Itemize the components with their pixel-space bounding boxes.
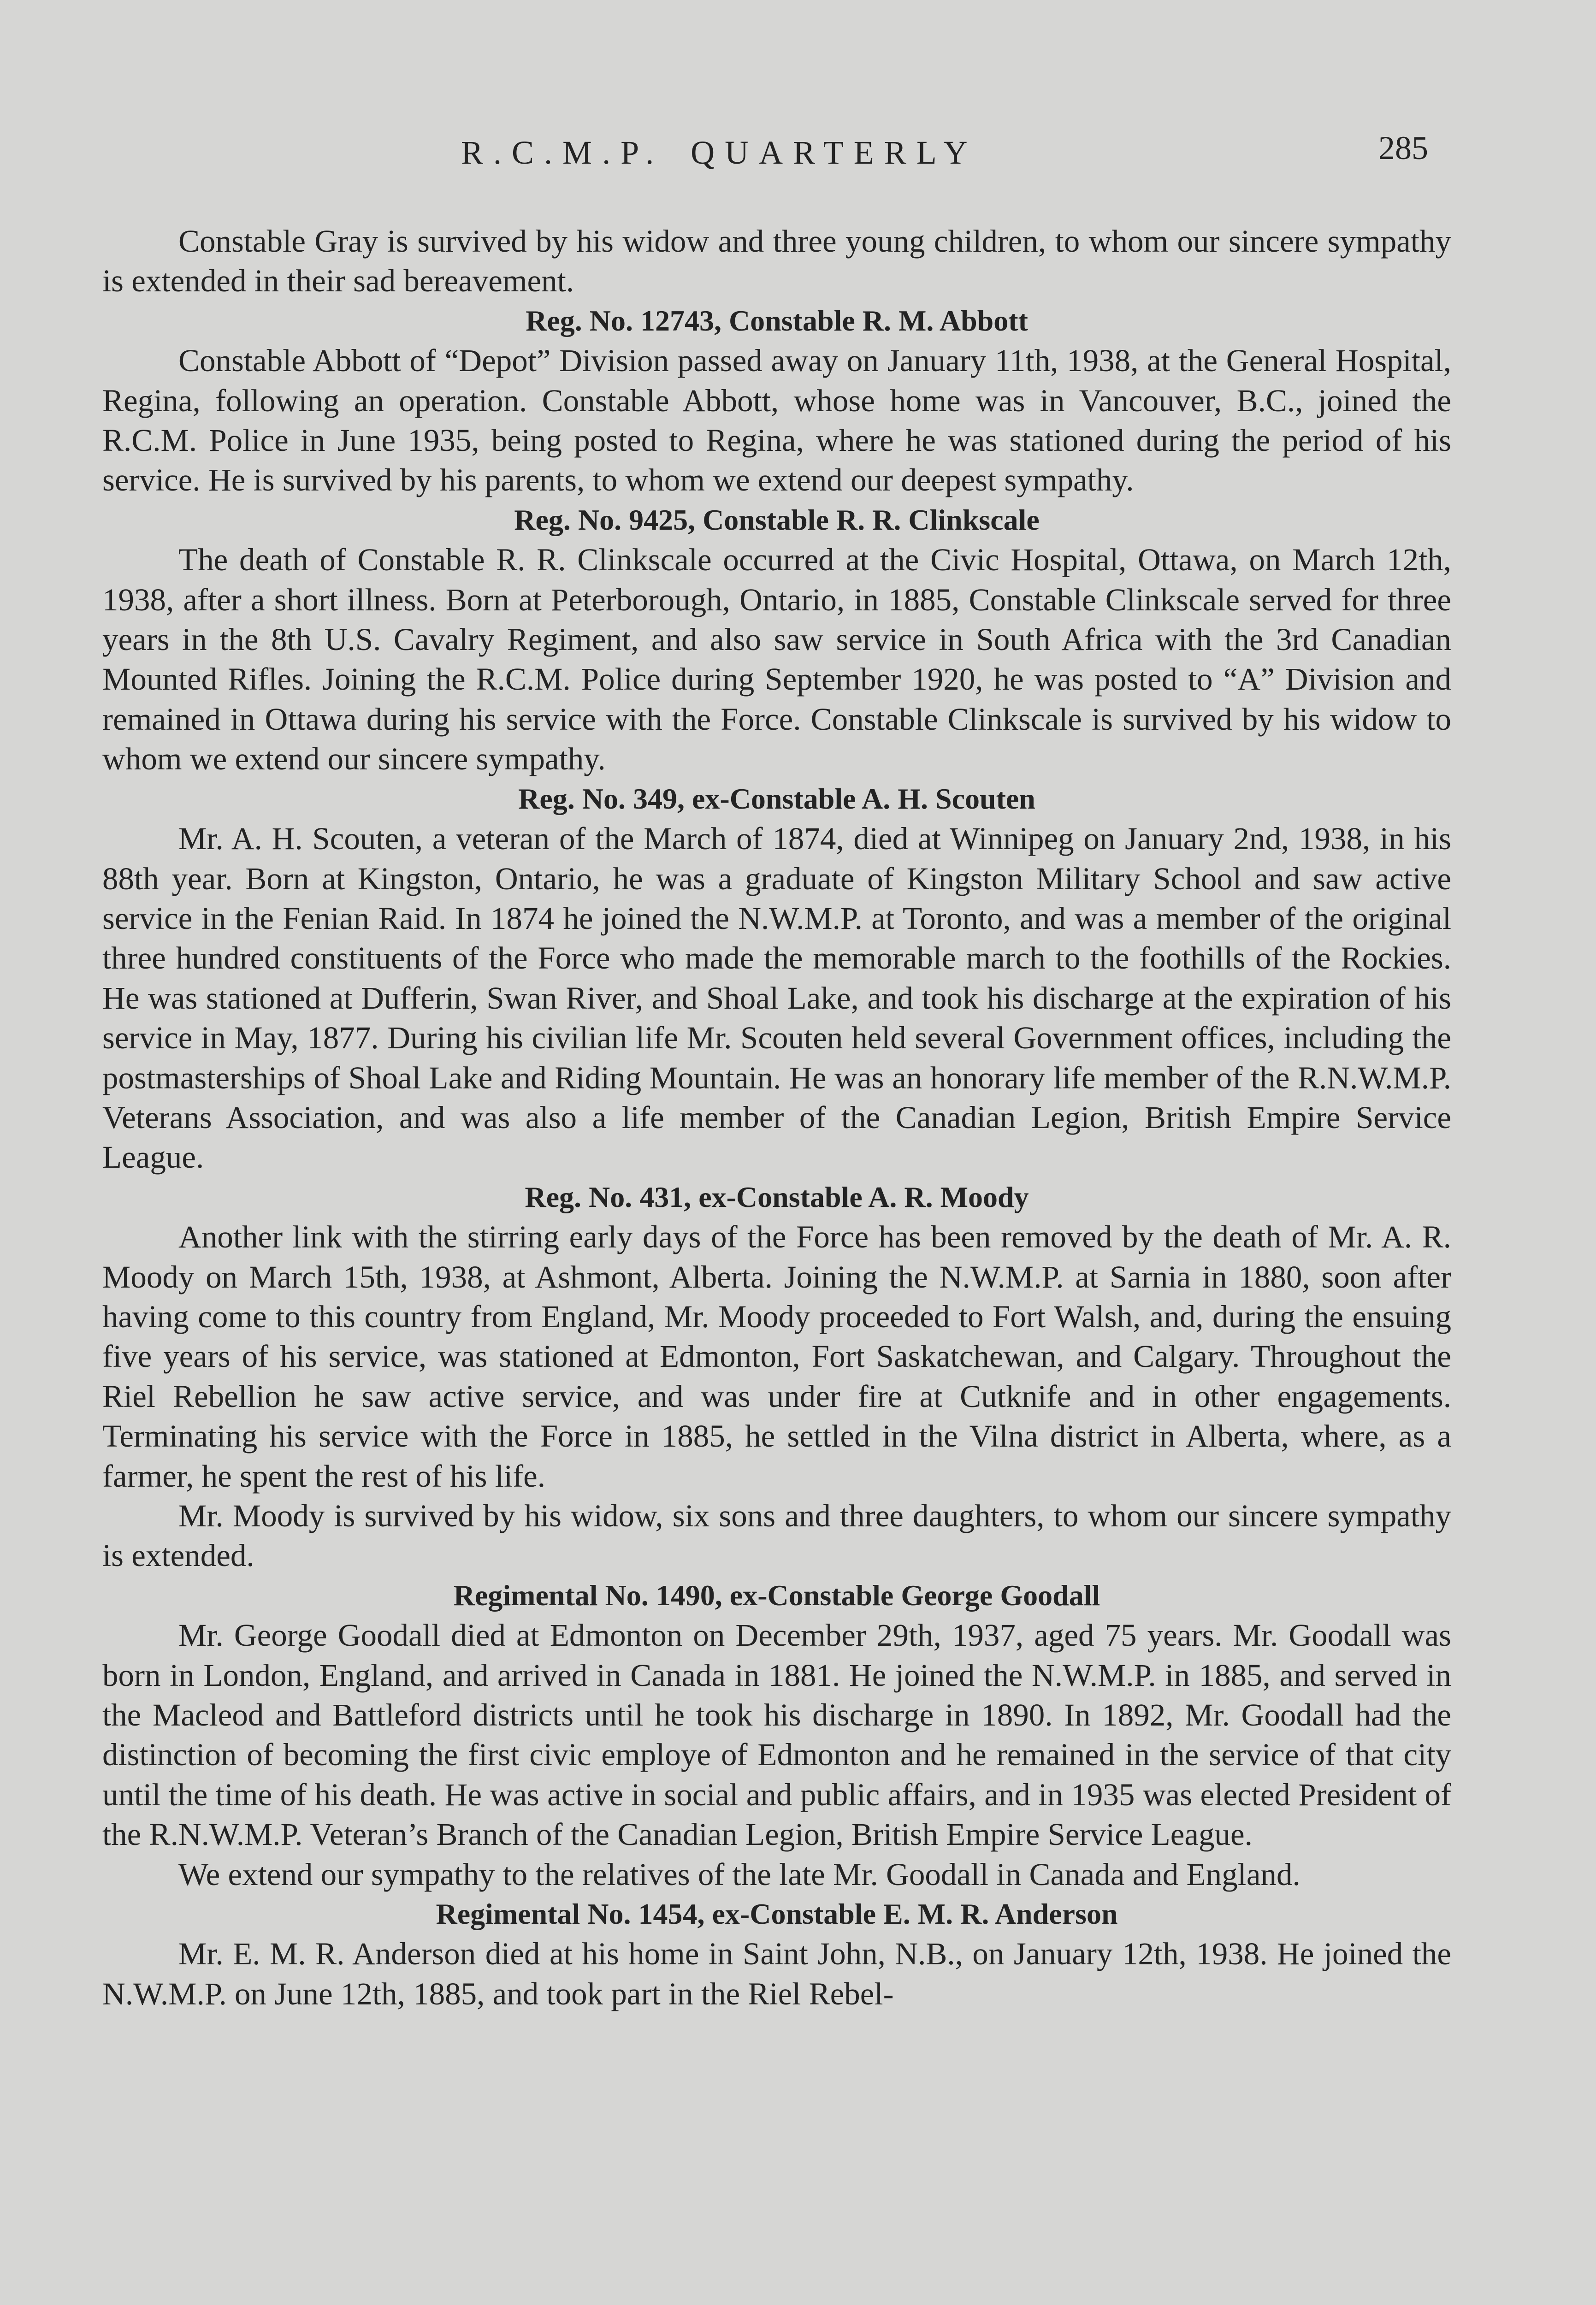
obituary-heading-moody: Reg. No. 431, ex-Constable A. R. Moody: [525, 1180, 1029, 1213]
obituary-paragraph-abbott: Constable Abbott of “Depot” Division passed away on January 11th, 1938, at the General Hospital, Regina, following an operation. Constable Abbott, whose home was in Vancouver, B.C., joined the R.C.M. Police in June 1935, being posted to Regina, where he was stationed during the period of his service. He is survived by his parents, to whom we extend our deepest sympathy.: [102, 343, 1451, 498]
obituary-paragraph-clinkscale: The death of Constable R. R. Clinkscale occurred at the Civic Hospital, Ottawa, on March 12th, 1938, after a short illness. Born at Peterborough, Ontario, in 1885, Constable Clinkscale served for three years in the 8th U.S. Cavalry Regiment, and also saw service in South Africa with the 3rd Canadian Mounted Rifles. Joining the R.C.M. Police during September 1920, he was posted to “A” Division and remained in Ottawa during his service with the Force. Constable Clinkscale is survived by his widow to whom we extend our sincere sympathy.: [102, 542, 1451, 777]
obituary-paragraph-goodall-2: We extend our sympathy to the relatives of the late Mr. Goodall in Canada and England.: [178, 1856, 1300, 1892]
obituary-paragraph-goodall-1: Mr. George Goodall died at Edmonton on December 29th, 1937, aged 75 years. Mr. Goodall was born in London, England, and arrived in Canada in 1881. He joined the N.W.M.P. in 1885, and served in the Macleod and Battleford districts until he took his discharge in 1890. In 1892, Mr. Goodall had the distinction of becoming the first civic employe of Edmonton and he remained in the service of that city until the time of his death. He was active in social and public affairs, and in 1935 was elected President of the R.N.W.M.P. Veteran’s Branch of the Canadian Legion, British Empire Service League.: [102, 1618, 1451, 1852]
obituary-heading-abbott: Reg. No. 12743, Constable R. M. Abbott: [526, 304, 1028, 337]
obituary-paragraph-moody-2: Mr. Moody is survived by his widow, six sons and three daughters, to whom our sincere sympathy is extended.: [102, 1498, 1451, 1573]
obituary-paragraph-anderson: Mr. E. M. R. Anderson died at his home in Saint John, N.B., on January 12th, 1938. He joined the N.W.M.P. on June 12th, 1885, and took part in the Riel Rebel-: [102, 1936, 1451, 2011]
obituary-paragraph-scouten: Mr. A. H. Scouten, a veteran of the March of 1874, died at Winnipeg on January 2nd, 1938, in his 88th year. Born at Kingston, Ontario, he was a graduate of Kingston Military School and saw active service in the Fenian Raid. In 1874 he joined the N.W.M.P. at Toronto, and was a member of the original three hundred constituents of the Force who made the memorable march to the foothills of the Rockies. He was stationed at Dufferin, Swan River, and Shoal Lake, and took his discharge at the expiration of his service in May, 1877. During his civilian life Mr. Scouten held several Government offices, including the postmasterships of Shoal Lake and Riding Mountain. He was an honorary life member of the R.N.W.M.P. Veterans Association, and was also a life member of the Canadian Legion, British Empire Service League.: [102, 821, 1451, 1175]
obituary-heading-goodall: Regimental No. 1490, ex-Constable George Goodall: [453, 1578, 1100, 1612]
intro-paragraph: Constable Gray is survived by his widow and three young children, to whom our sincere sympathy is extended in their sad bereavement.: [102, 224, 1451, 299]
obituary-heading-anderson: Regimental No. 1454, ex-Constable E. M. R. Anderson: [436, 1897, 1118, 1931]
obituary-heading-clinkscale: Reg. No. 9425, Constable R. R. Clinkscale: [514, 503, 1040, 536]
article-body: [102, 221, 1451, 2014]
page-number: 285: [1378, 130, 1428, 166]
obituary-paragraph-moody-1: Another link with the stirring early days of the Force has been removed by the death of Mr. A. R. Moody on March 15th, 1938, at Ashmont, Alberta. Joining the N.W.M.P. at Sarnia in 1880, soon after having come to this country from England, Mr. Moody proceeded to Fort Walsh, and, during the ensuing five years of his service, was stationed at Edmonton, Fort Saskatchewan, and Calgary. Throughout the Riel Rebellion he saw active service, and was under fire at Cutknife and in other engagements. Terminating his service with the Force in 1885, he settled in the Vilna district in Alberta, where, as a farmer, he spent the rest of his life.: [102, 1219, 1451, 1494]
obituary-heading-scouten: Reg. No. 349, ex-Constable A. H. Scouten: [518, 782, 1035, 815]
running-head: R.C.M.P. QUARTERLY: [461, 134, 978, 171]
